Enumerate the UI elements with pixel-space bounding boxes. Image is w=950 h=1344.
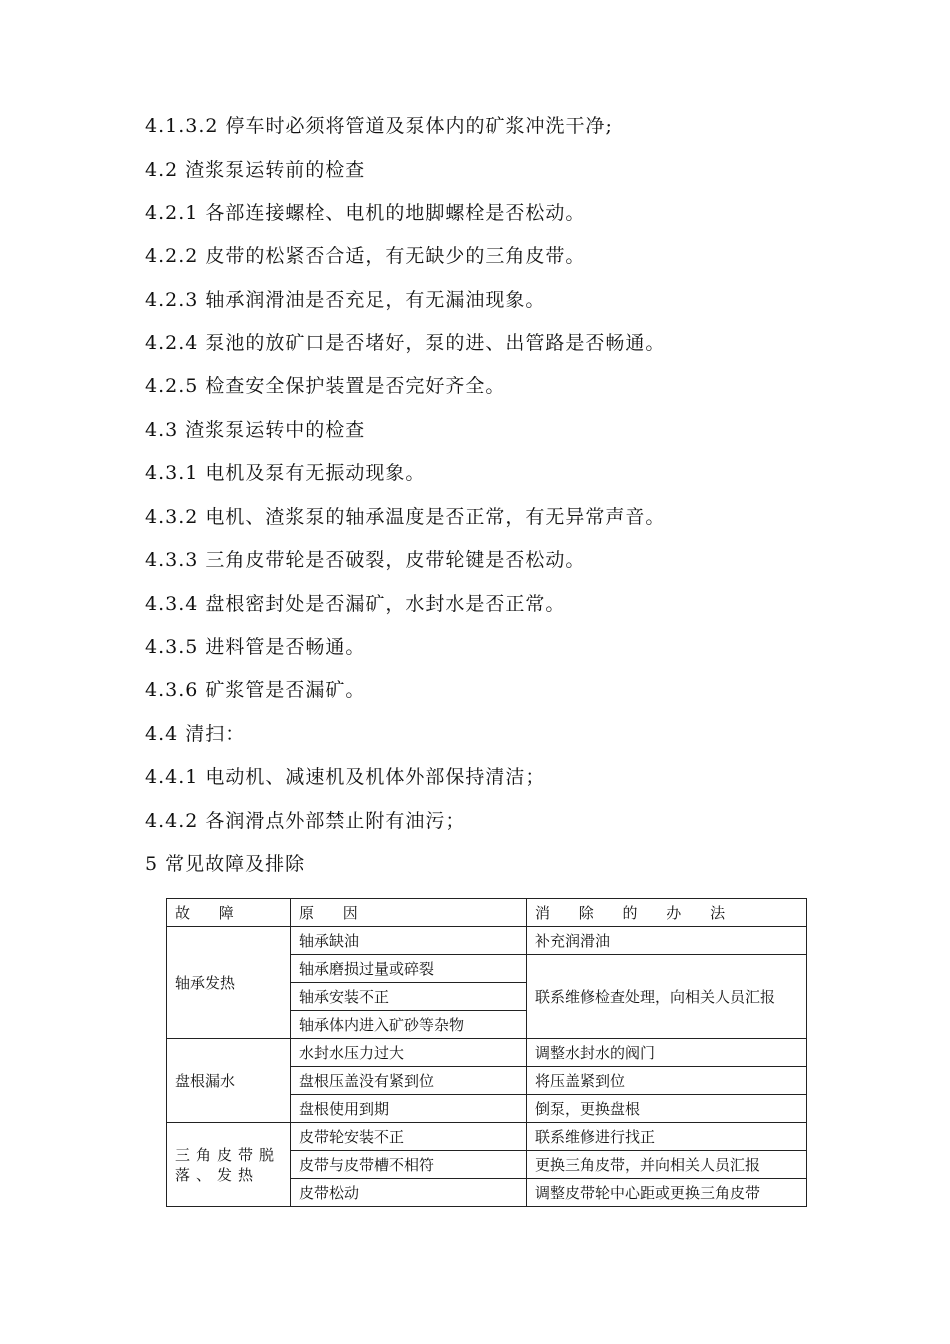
text-line: 4.3.6 矿浆管是否漏矿。 (145, 679, 366, 701)
header-cause: 原 因 (291, 899, 527, 927)
cause-cell: 轴承体内进入矿砂等杂物 (291, 1011, 527, 1039)
remedy-cell: 联系维修检查处理，向相关人员汇报 (527, 955, 807, 1039)
remedy-cell: 调整水封水的阀门 (527, 1039, 807, 1067)
cause-cell: 盘根使用到期 (291, 1095, 527, 1123)
cause-cell: 盘根压盖没有紧到位 (291, 1067, 527, 1095)
text-line: 4.3.2 电机、渣浆泵的轴承温度是否正常，有无异常声音。 (145, 506, 666, 528)
text-line: 4.3.1 电机及泵有无振动现象。 (145, 462, 426, 484)
table-row (167, 1039, 807, 1067)
remedy-cell: 补充润滑油 (527, 927, 807, 955)
text-line: 4.2.1 各部连接螺栓、电机的地脚螺栓是否松动。 (145, 202, 586, 224)
text-line: 4.4.2 各润滑点外部禁止附有油污； (145, 810, 466, 832)
text-line: 4.2.2 皮带的松紧否合适，有无缺少的三角皮带。 (145, 245, 586, 267)
text-line: 4.1.3.2 停车时必须将管道及泵体内的矿浆冲洗干净; (145, 115, 613, 137)
table-header-row (167, 899, 807, 927)
header-fault: 故 障 (167, 899, 291, 927)
text-line: 4.2.4 泵池的放矿口是否堵好，泵的进、出管路是否畅通。 (145, 332, 666, 354)
cause-cell: 轴承安装不正 (291, 983, 527, 1011)
text-line: 4.2.3 轴承润滑油是否充足，有无漏油现象。 (145, 289, 546, 311)
cause-cell: 皮带松动 (291, 1179, 527, 1207)
cause-cell: 水封水压力过大 (291, 1039, 527, 1067)
text-line: 4.3.3 三角皮带轮是否破裂，皮带轮键是否松动。 (145, 549, 586, 571)
section-heading: 4.3 渣浆泵运转中的检查 (145, 419, 366, 441)
header-remedy: 消 除 的 办 法 (527, 899, 807, 927)
remedy-cell: 调整皮带轮中心距或更换三角皮带 (527, 1179, 807, 1207)
section-heading: 4.2 渣浆泵运转前的检查 (145, 159, 366, 181)
chapter-heading: 5 常见故障及排除 (145, 853, 306, 875)
fault-cell: 盘根漏水 (167, 1039, 291, 1123)
cause-cell: 皮带轮安装不正 (291, 1123, 527, 1151)
remedy-cell: 更换三角皮带，并向相关人员汇报 (527, 1151, 807, 1179)
remedy-cell: 倒泵，更换盘根 (527, 1095, 807, 1123)
cause-cell: 皮带与皮带槽不相符 (291, 1151, 527, 1179)
cause-cell: 轴承磨损过量或碎裂 (291, 955, 527, 983)
text-line: 4.2.5 检查安全保护装置是否完好齐全。 (145, 375, 506, 397)
fault-cell: 三角皮带脱落、发热 (167, 1123, 291, 1207)
fault-cell: 轴承发热 (167, 927, 291, 1039)
text-line: 4.3.5 进料管是否畅通。 (145, 636, 366, 658)
fault-table (166, 898, 807, 1207)
table-row (167, 1123, 807, 1151)
cause-cell: 轴承缺油 (291, 927, 527, 955)
remedy-cell: 联系维修进行找正 (527, 1123, 807, 1151)
text-line: 4.4.1 电动机、减速机及机体外部保持清洁； (145, 766, 546, 788)
table-row (167, 927, 807, 955)
section-heading: 4.4 清扫： (145, 723, 246, 745)
remedy-cell: 将压盖紧到位 (527, 1067, 807, 1095)
text-line: 4.3.4 盘根密封处是否漏矿，水封水是否正常。 (145, 593, 566, 615)
